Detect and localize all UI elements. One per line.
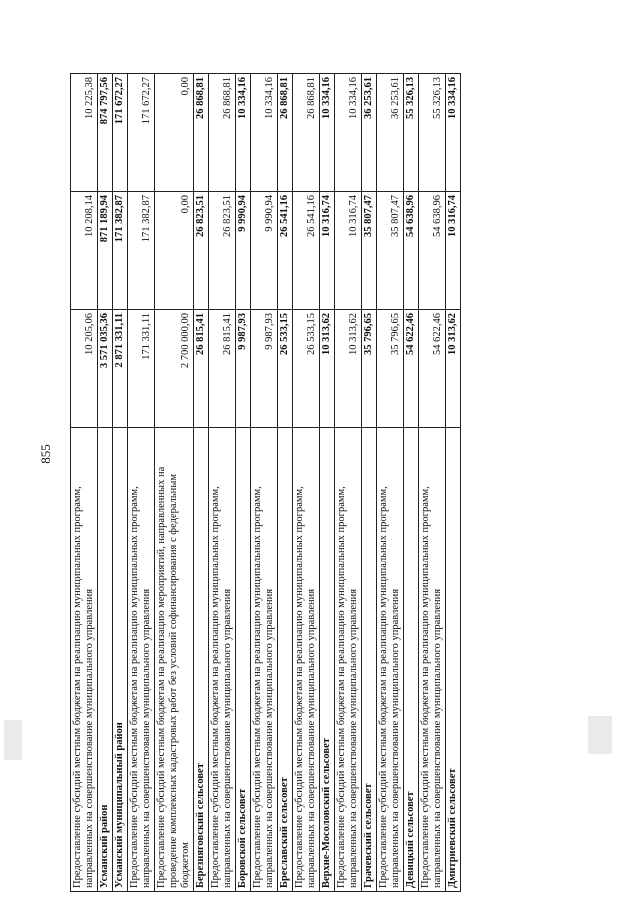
table-row: [71, 74, 98, 892]
row-name-cell: Усманский муниципальный район: [113, 428, 128, 892]
row-name-cell: Грачевский сельсовет: [362, 428, 377, 892]
table-row-subtotal: [113, 74, 128, 892]
value-cell-3: 874 797,56: [98, 74, 113, 192]
value-cell-3: 0,00: [155, 74, 194, 192]
row-name-cell: Боровской сельсовет: [236, 428, 251, 892]
table-row-subtotal: [446, 74, 461, 892]
value-cell-2: 54 638,96: [404, 192, 419, 310]
value-cell-1: 2 700 000,00: [155, 310, 194, 428]
table-row: [335, 74, 362, 892]
value-cell-2: 10 316,74: [446, 192, 461, 310]
value-cell-2: 9 990,94: [236, 192, 251, 310]
row-name-cell: Бреславский сельсовет: [278, 428, 293, 892]
row-name-cell: Предоставление субсидий местным бюджетам на реализацию муниципальных программ, направленных на совершенствование муниципального управления: [419, 428, 446, 892]
row-name-cell: Предоставление субсидий местным бюджетам на реализацию мероприятий, направленных на проведение комплексных кадастровых работ без условий софинансирования с федеральным бюджетом: [155, 428, 194, 892]
value-cell-2: 26 541,16: [293, 192, 320, 310]
value-cell-2: 35 807,47: [362, 192, 377, 310]
budget-table: [70, 73, 461, 892]
value-cell-1: 9 987,93: [251, 310, 278, 428]
value-cell-3: 10 225,38: [71, 74, 98, 192]
value-cell-3: 26 868,81: [293, 74, 320, 192]
value-cell-3: 36 253,61: [377, 74, 404, 192]
table-row-subtotal: [320, 74, 335, 892]
value-cell-1: 26 815,41: [209, 310, 236, 428]
value-cell-1: 35 796,65: [377, 310, 404, 428]
row-name-cell: Девицкий сельсовет: [404, 428, 419, 892]
value-cell-3: 10 334,16: [446, 74, 461, 192]
rotated-page: [70, 74, 461, 892]
value-cell-2: 171 382,87: [128, 192, 155, 310]
value-cell-3: 26 868,81: [278, 74, 293, 192]
value-cell-2: 10 316,74: [335, 192, 362, 310]
value-cell-1: 26 533,15: [278, 310, 293, 428]
value-cell-2: 10 316,74: [320, 192, 335, 310]
table-row: [251, 74, 278, 892]
value-cell-2: 26 541,16: [278, 192, 293, 310]
value-cell-2: 171 382,87: [113, 192, 128, 310]
table-row-subtotal: [236, 74, 251, 892]
value-cell-3: 10 334,16: [251, 74, 278, 192]
value-cell-2: 26 823,51: [209, 192, 236, 310]
row-name-cell: Предоставление субсидий местным бюджетам на реализацию муниципальных программ, направленных на совершенствование муниципального управления: [209, 428, 236, 892]
table-row-subtotal: [98, 74, 113, 892]
value-cell-1: 10 313,62: [446, 310, 461, 428]
table-row: [377, 74, 404, 892]
value-cell-1: 54 622,46: [419, 310, 446, 428]
value-cell-1: 9 987,93: [236, 310, 251, 428]
row-name-cell: Усманский район: [98, 428, 113, 892]
value-cell-3: 10 334,16: [236, 74, 251, 192]
table-row: [293, 74, 320, 892]
row-name-cell: Предоставление субсидий местным бюджетам на реализацию муниципальных программ, направленных на совершенствование муниципального управления: [251, 428, 278, 892]
value-cell-3: 171 672,27: [113, 74, 128, 192]
value-cell-3: 55 326,13: [419, 74, 446, 192]
value-cell-3: 26 868,81: [209, 74, 236, 192]
value-cell-3: 55 326,13: [404, 74, 419, 192]
table-row-subtotal: [362, 74, 377, 892]
row-name-cell: Предоставление субсидий местным бюджетам на реализацию муниципальных программ, направленных на совершенствование муниципального управления: [128, 428, 155, 892]
page-number: 855: [38, 444, 53, 464]
value-cell-3: 36 253,61: [362, 74, 377, 192]
value-cell-3: 10 334,16: [320, 74, 335, 192]
row-name-cell: Предоставление субсидий местным бюджетам на реализацию муниципальных программ, направленных на совершенствование муниципального управления: [335, 428, 362, 892]
value-cell-3: 171 672,27: [128, 74, 155, 192]
row-name-cell: Предоставление субсидий местным бюджетам на реализацию муниципальных программ, направленных на совершенствование муниципального управления: [377, 428, 404, 892]
value-cell-1: 54 622,46: [404, 310, 419, 428]
table-row: [419, 74, 446, 892]
value-cell-1: 10 313,62: [320, 310, 335, 428]
value-cell-1: 10 205,06: [71, 310, 98, 428]
table-row: [155, 74, 194, 892]
value-cell-1: 10 313,62: [335, 310, 362, 428]
value-cell-1: 3 571 035,36: [98, 310, 113, 428]
row-name-cell: Предоставление субсидий местным бюджетам на реализацию муниципальных программ, направленных на совершенствование муниципального управления: [71, 428, 98, 892]
scan-smudge: [4, 720, 22, 760]
value-cell-1: 171 331,11: [128, 310, 155, 428]
value-cell-3: 10 334,16: [335, 74, 362, 192]
table-row-subtotal: [404, 74, 419, 892]
row-name-cell: Верхне-Мосоловский сельсовет: [320, 428, 335, 892]
value-cell-1: 26 533,15: [293, 310, 320, 428]
row-name-cell: Дмитриевский сельсовет: [446, 428, 461, 892]
scan-smudge: [588, 716, 612, 754]
value-cell-2: 871 189,94: [98, 192, 113, 310]
value-cell-1: 26 815,41: [194, 310, 209, 428]
budget-table-body: [71, 74, 461, 892]
value-cell-2: 26 823,51: [194, 192, 209, 310]
row-name-cell: Березняговский сельсовет: [194, 428, 209, 892]
value-cell-2: 54 638,96: [419, 192, 446, 310]
value-cell-2: 35 807,47: [377, 192, 404, 310]
table-row: [128, 74, 155, 892]
value-cell-1: 2 871 331,11: [113, 310, 128, 428]
table-row-subtotal: [194, 74, 209, 892]
value-cell-2: 9 990,94: [251, 192, 278, 310]
value-cell-1: 35 796,65: [362, 310, 377, 428]
value-cell-3: 26 868,81: [194, 74, 209, 192]
table-row: [209, 74, 236, 892]
table-row-subtotal: [278, 74, 293, 892]
value-cell-2: 10 208,14: [71, 192, 98, 310]
row-name-cell: Предоставление субсидий местным бюджетам на реализацию муниципальных программ, направленных на совершенствование муниципального управления: [293, 428, 320, 892]
value-cell-2: 0,00: [155, 192, 194, 310]
